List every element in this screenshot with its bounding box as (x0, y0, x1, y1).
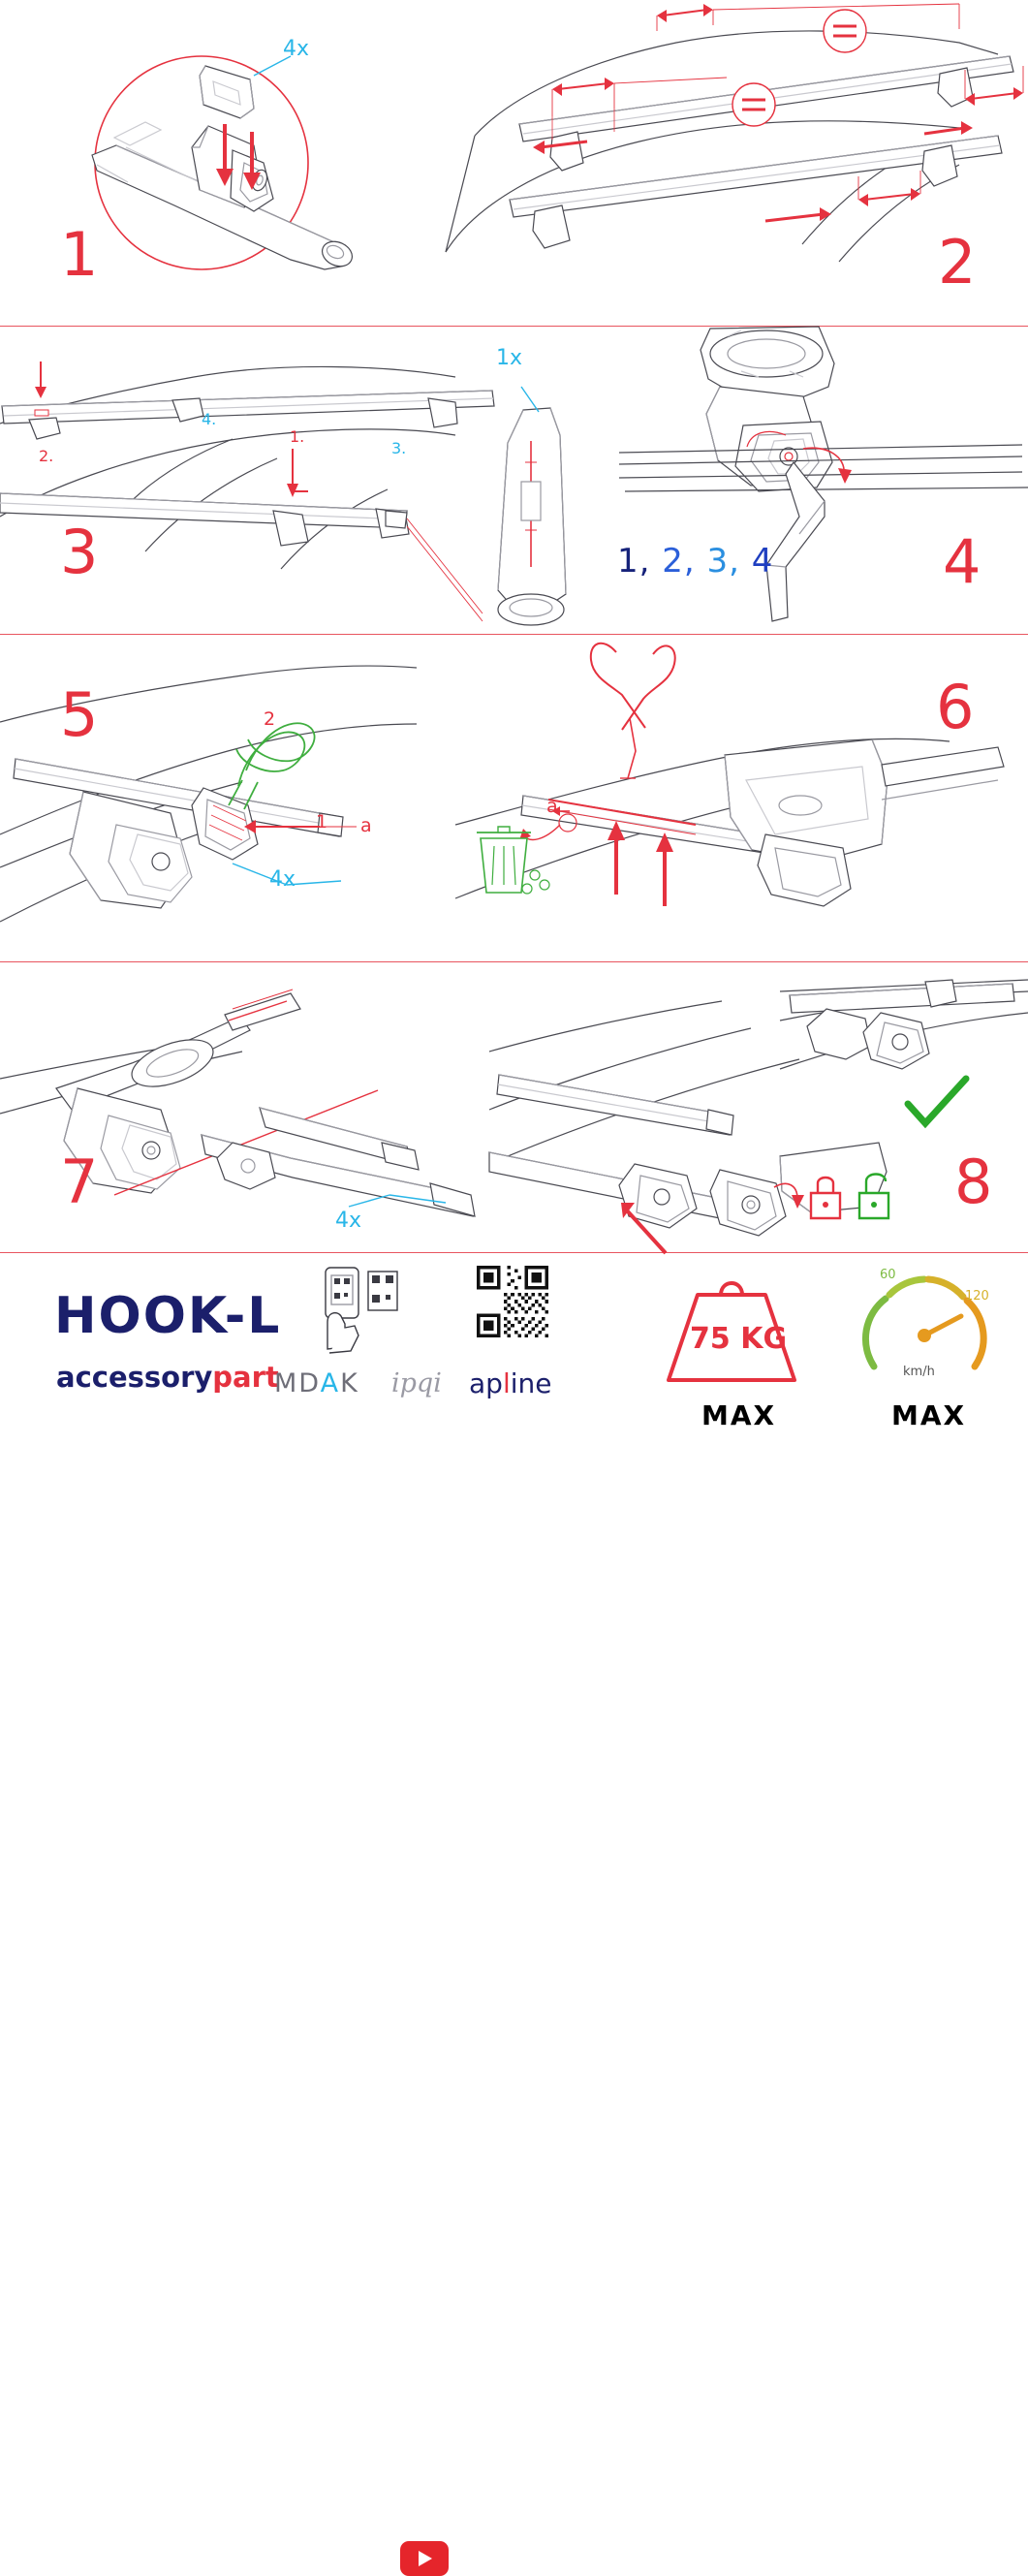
step-5-marker-a: a (360, 815, 372, 836)
step-6-number: 6 (936, 672, 975, 742)
step-4-sequence (617, 542, 773, 581)
step-1-panel (0, 0, 417, 326)
brand-title: HOOK-L (54, 1287, 282, 1345)
brand-subtitle-part2: part (212, 1361, 279, 1394)
qr-code (477, 1266, 548, 1337)
gauge-tick-min: 60 (880, 1268, 896, 1282)
step-7-number: 7 (60, 1147, 99, 1217)
step-5-panel (0, 635, 455, 961)
step-1-qty-label: 4x (283, 37, 310, 61)
step-6-panel (455, 635, 1028, 961)
step-6-marker-a: a (546, 796, 558, 817)
youtube-button[interactable] (400, 2541, 449, 2576)
step-5-number: 5 (60, 679, 99, 750)
step-5-qty-label: 4x (269, 867, 296, 892)
brand-subtitle-part1: accessory (56, 1361, 213, 1394)
gauge-unit-label: km/h (903, 1365, 935, 1379)
logo-apline-part2: ine (510, 1367, 552, 1399)
step-3-qty-label: 1x (496, 346, 523, 370)
step-4-panel (596, 327, 1028, 634)
gauge-tick-max: 120 (965, 1289, 989, 1304)
step-2-panel (417, 0, 1028, 326)
brand-subtitle (56, 1361, 279, 1394)
footer (0, 1252, 1028, 1454)
step-8-panel (489, 962, 1028, 1252)
step-8-number: 8 (954, 1147, 993, 1217)
max-weight-value: 75 KG (690, 1322, 788, 1356)
step-4-seq-3: 3, (706, 542, 740, 581)
logo-apline-accent: l (502, 1367, 511, 1399)
logo-apline (469, 1367, 551, 1399)
step-5-marker-2: 2 (264, 708, 276, 730)
step-3-number: 3 (60, 517, 99, 587)
step-3-marker-4: 4. (202, 410, 217, 428)
logo-mdak-accent: A (320, 1368, 341, 1398)
step-3-marker-1: 1. (290, 427, 305, 446)
step-3-marker-3: 3. (391, 439, 407, 457)
step-7-panel (0, 962, 489, 1252)
logo-mdak-part1: MD (274, 1368, 321, 1398)
logo-ipqi: ipqi (391, 1368, 442, 1398)
max-weight-label: MAX (701, 1399, 777, 1431)
step-7-qty-label: 4x (335, 1209, 362, 1233)
logo-apline-part1: ap (469, 1367, 503, 1399)
step-4-number: 4 (943, 526, 981, 597)
step-5-marker-1: 1 (316, 811, 328, 832)
step-1-number: 1 (60, 219, 99, 290)
max-speed-label: MAX (891, 1399, 967, 1431)
logo-mdak (274, 1368, 359, 1398)
logo-mdak-part2: K (340, 1368, 359, 1398)
step-4-seq-1: 1, (617, 542, 651, 581)
step-4-seq-2: 2, (662, 542, 696, 581)
step-2-number: 2 (938, 227, 977, 298)
step-3-panel (0, 327, 596, 634)
scan-phone-icon (312, 1266, 405, 1355)
step-3-marker-2: 2. (39, 447, 54, 465)
step-4-seq-4: 4 (751, 542, 774, 581)
